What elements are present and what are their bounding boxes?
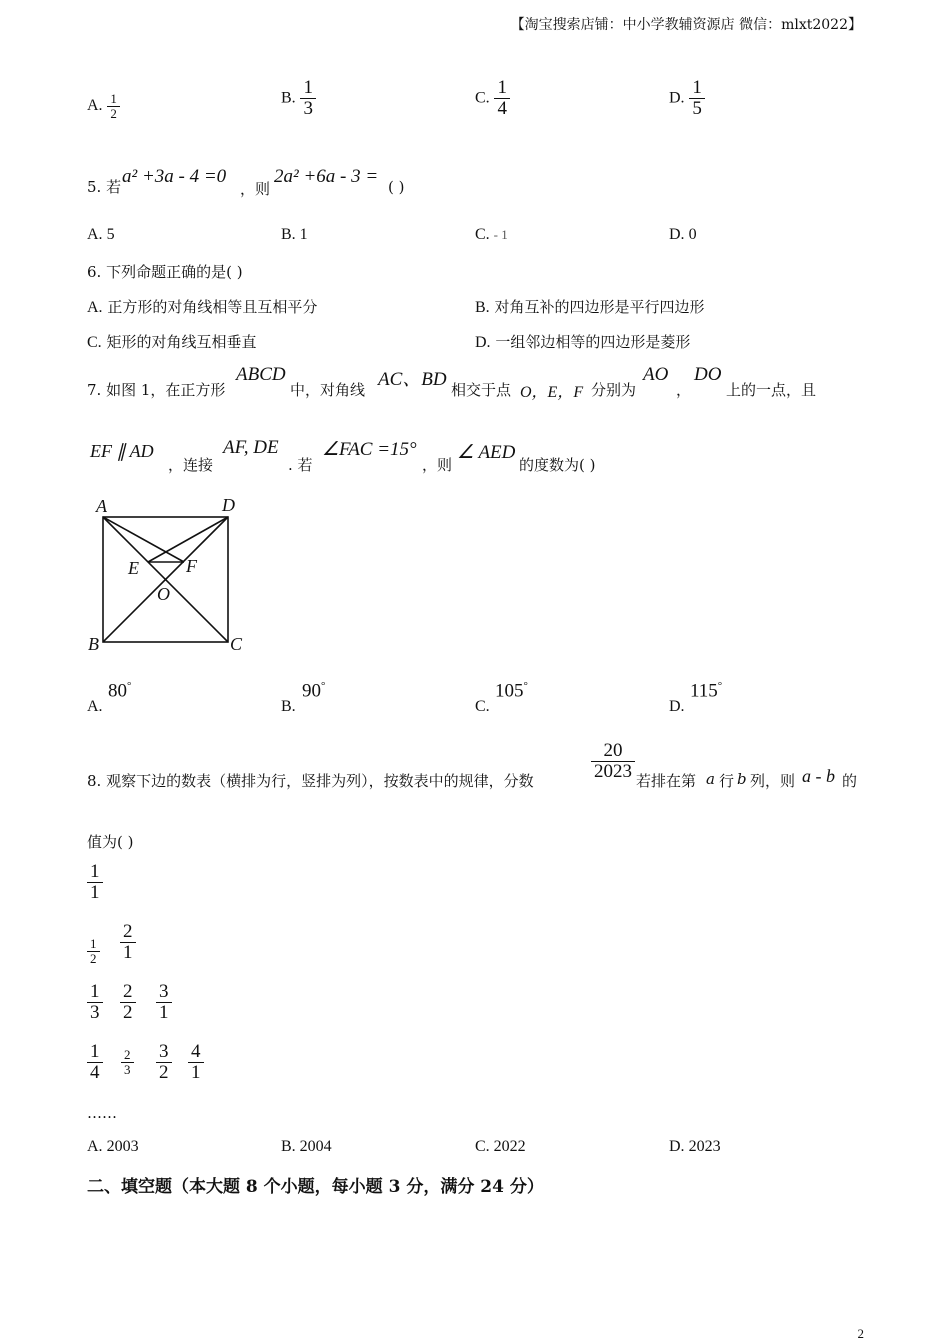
q8-table-cell-4-2: $\frac{2}{3}$ (121, 1048, 134, 1076)
q4-option-b: B. $\frac{1}{3}$ (281, 78, 316, 119)
q7-text-5: 上的一点，且 (726, 381, 817, 399)
q7-points: O，E，F (520, 384, 584, 401)
q8-table-cell-3-1: $\frac{1}{3}$ (87, 982, 103, 1023)
q8-line-2: 值为( ) (87, 833, 134, 851)
q8-var-b: b (737, 770, 747, 788)
label-e: E (128, 558, 139, 578)
q7-text-6: ，连接 (168, 456, 214, 474)
fraction: $\frac{1}{5}$ (689, 78, 705, 119)
q8-option-a: A. 2003 (87, 1138, 139, 1155)
q7-figure-square (80, 490, 260, 660)
q5-bracket: ( ) (388, 178, 405, 196)
q5-equation-2: 2a² +6a - 3 = (274, 166, 379, 187)
label-o: O (157, 584, 170, 604)
q5-then: ，则 (240, 180, 271, 198)
q7-option-a-value: 80° (108, 680, 132, 702)
q5-option-d: D. 0 (669, 226, 697, 243)
q7-text-1: 7. 如图 1，在正方形 (87, 381, 226, 399)
q8-text-1: 8. 观察下边的数表（横排为行，竖排为列），按数表中的规律，分数 (87, 772, 534, 790)
q7-ao: AO (643, 364, 669, 385)
q7-option-d-value: 115° (690, 680, 723, 702)
q6-option-d: D. 一组邻边相等的四边形是菱形 (475, 333, 691, 351)
q8-table-cell-4-3: $\frac{3}{2}$ (156, 1042, 172, 1083)
page-header: 【淘宝搜索店铺：中小学教辅资源店 微信：mlxt2022】 (510, 17, 862, 33)
fraction: $\frac{1}{4}$ (494, 78, 510, 119)
label-c: C (230, 634, 243, 654)
label-f: F (186, 556, 197, 576)
q5-option-a: A. 5 (87, 226, 115, 243)
q8-table-cell-3-3: $\frac{3}{1}$ (156, 982, 172, 1023)
q5-option-b: B. 1 (281, 226, 308, 243)
q7-ef-ad: EF ∥ AD (90, 441, 154, 461)
q8-fraction: $\frac{20}{2023}$ (591, 741, 635, 782)
fraction: $\frac{1}{2}$ (107, 92, 120, 120)
fraction: $\frac{1}{3}$ (300, 78, 316, 119)
q7-text-2: 中，对角线 (290, 381, 366, 399)
q8-table-cell-2-1: $\frac{1}{2}$ (87, 937, 100, 965)
page-number: 2 (857, 1326, 864, 1341)
segment-af (103, 517, 184, 562)
q7-text-3: 相交于点 (451, 381, 512, 399)
q7-option-d-label: D. (669, 698, 685, 715)
q5-option-c: C. - 1 (475, 226, 508, 243)
q8-option-c: C. 2022 (475, 1138, 526, 1155)
q8-expr: a - b (802, 766, 835, 786)
q8-table-cell-4-1: $\frac{1}{4}$ (87, 1042, 103, 1083)
q7-angle-aed: ∠ AED (457, 442, 516, 463)
q8-text-2: 若排在第 (636, 772, 697, 790)
label-a: A (96, 496, 107, 516)
q7-angle-fac: ∠FAC =15° (322, 439, 417, 460)
q5-number: 5. 若 (87, 178, 122, 196)
q8-option-d: D. 2023 (669, 1138, 721, 1155)
q8-var-a: a (706, 770, 715, 788)
q8-table-cell-2-2: $\frac{2}{1}$ (120, 922, 136, 963)
q7-af-de: AF, DE (223, 437, 279, 458)
q8-table-cell-1-1: $\frac{1}{1}$ (87, 862, 103, 903)
q5-equation-1: a² +3a - 4 =0 (122, 166, 227, 187)
q7-text-4: 分别为 (591, 381, 637, 399)
q6-option-c: C. 矩形的对角线互相垂直 (87, 333, 257, 351)
q7-option-a-label: A. (87, 698, 103, 715)
q6-option-a: A. 正方形的对角线相等且互相平分 (87, 298, 318, 316)
q4-option-c: C. $\frac{1}{4}$ (475, 78, 510, 119)
q7-do: DO (694, 364, 722, 385)
label-d: D (222, 495, 235, 515)
q7-comma: ， (676, 381, 692, 399)
q4-option-d: D. $\frac{1}{5}$ (669, 78, 705, 119)
q8-ellipsis: …… (87, 1104, 117, 1122)
section-2-heading: 二、填空题（本大题 8 个小题，每小题 3 分，满分 24 分） (87, 1177, 544, 1197)
q8-text-3: 行 (719, 772, 735, 790)
q7-option-b-value: 90° (302, 680, 326, 702)
q8-text-5: 的 (842, 772, 858, 790)
q7-option-c-label: C. (475, 698, 490, 715)
q6-option-b: B. 对角互补的四边形是平行四边形 (475, 298, 705, 316)
q7-text-8: ，则 (422, 456, 453, 474)
q7-option-c-value: 105° (495, 680, 528, 702)
q8-table-cell-3-2: $\frac{2}{2}$ (120, 982, 136, 1023)
q6-stem: 6. 下列命题正确的是( ) (87, 263, 243, 281)
q7-text-9: 的度数为( ) (519, 456, 596, 474)
label-b: B (88, 634, 99, 654)
q4-option-a: A. $\frac{1}{2}$ (87, 92, 120, 120)
q7-abcd: ABCD (236, 364, 286, 385)
q7-ac-bd: AC、BD (378, 369, 447, 390)
q8-option-b: B. 2004 (281, 1138, 332, 1155)
q7-text-7: . 若 (288, 456, 313, 474)
q8-text-4: 列，则 (750, 772, 796, 790)
q7-option-b-label: B. (281, 698, 296, 715)
q8-table-cell-4-4: $\frac{4}{1}$ (188, 1042, 204, 1083)
